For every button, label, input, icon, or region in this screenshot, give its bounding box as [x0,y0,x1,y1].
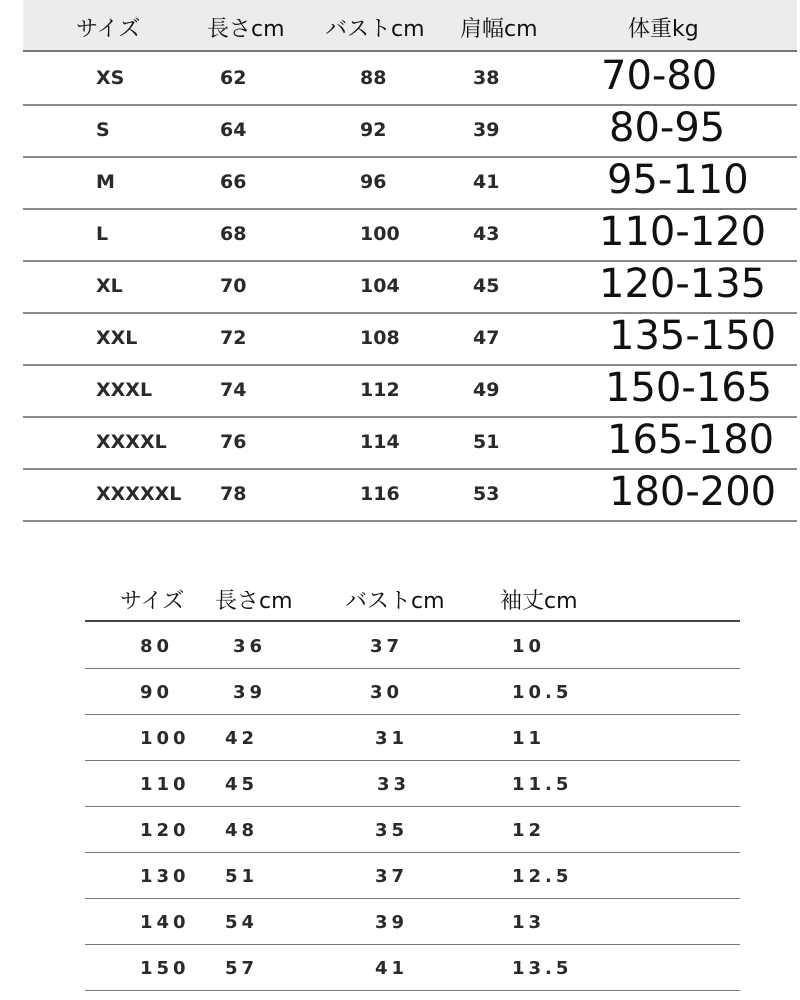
cell-shoulder: 47 [473,327,500,349]
table-row [23,468,797,522]
header-shoulder: 肩幅cm [460,17,538,42]
cell-bust: 41 [375,958,409,979]
header-weight: 体重kg [628,17,699,42]
table-row [85,806,740,853]
table-row [85,622,740,669]
cell-sleeve: 13 [512,912,546,933]
cell-size: 80 [140,636,174,657]
cell-length: 78 [220,483,247,505]
table-row [23,416,797,470]
table-row [23,156,797,210]
header-length: 長さcm [215,589,293,614]
cell-sleeve: 13.5 [512,958,573,979]
cell-shoulder: 43 [473,223,500,245]
table-row [85,714,740,761]
table-row [85,898,740,945]
cell-bust: 114 [360,431,400,453]
table-row [23,364,797,418]
cell-size: S [96,119,110,141]
cell-shoulder: 51 [473,431,500,453]
cell-length: 64 [220,119,247,141]
header-bust: バストcm [345,589,445,614]
cell-bust: 96 [360,171,387,193]
cell-size: XXXL [96,379,153,401]
table-row [85,668,740,715]
header-length: 長さcm [207,17,285,42]
cell-weight: 70-80 [601,53,718,99]
cell-weight: 150-165 [605,365,773,411]
cell-sleeve: 10 [512,636,546,657]
cell-length: 72 [220,327,247,349]
cell-shoulder: 41 [473,171,500,193]
cell-bust: 39 [375,912,409,933]
table-row [23,104,797,158]
cell-sleeve: 11 [512,728,546,749]
cell-size: 100 [140,728,190,749]
cell-bust: 30 [370,682,404,703]
table-row [23,312,797,366]
cell-weight: 165-180 [607,417,775,463]
cell-size: XXL [96,327,138,349]
cell-sleeve: 11.5 [512,774,573,795]
cell-bust: 92 [360,119,387,141]
table-row [85,852,740,899]
cell-bust: 37 [370,636,404,657]
cell-size: 120 [140,820,190,841]
cell-shoulder: 45 [473,275,500,297]
size-table-adult-header [23,0,797,52]
cell-size: XL [96,275,123,297]
cell-weight: 120-135 [599,261,767,307]
cell-length: 68 [220,223,247,245]
cell-sleeve: 12.5 [512,866,573,887]
cell-bust: 104 [360,275,400,297]
cell-size: 90 [140,682,174,703]
cell-length: 66 [220,171,247,193]
cell-length: 39 [233,682,267,703]
cell-size: M [96,171,115,193]
header-bust: バストcm [325,17,425,42]
cell-bust: 88 [360,67,387,89]
header-sleeve: 袖丈cm [500,589,578,614]
cell-sleeve: 12 [512,820,546,841]
cell-weight: 80-95 [609,105,726,151]
cell-shoulder: 53 [473,483,500,505]
cell-bust: 116 [360,483,400,505]
table-row [23,208,797,262]
cell-size: XXXXXL [96,483,182,505]
header-size: サイズ [76,17,141,42]
table-row [23,260,797,314]
cell-size: XS [96,67,125,89]
cell-size: 150 [140,958,190,979]
cell-length: 42 [225,728,259,749]
cell-shoulder: 39 [473,119,500,141]
cell-size: XXXXL [96,431,167,453]
cell-bust: 37 [375,866,409,887]
cell-length: 62 [220,67,247,89]
cell-bust: 35 [375,820,409,841]
cell-length: 45 [225,774,259,795]
cell-weight: 135-150 [609,313,777,359]
cell-size: 130 [140,866,190,887]
cell-length: 70 [220,275,247,297]
header-size: サイズ [120,589,185,614]
cell-length: 57 [225,958,259,979]
cell-bust: 31 [375,728,409,749]
cell-length: 48 [225,820,259,841]
cell-size: L [96,223,109,245]
cell-length: 54 [225,912,259,933]
cell-shoulder: 49 [473,379,500,401]
cell-bust: 100 [360,223,400,245]
cell-sleeve: 10.5 [512,682,573,703]
cell-size: 140 [140,912,190,933]
cell-bust: 33 [377,774,411,795]
cell-bust: 108 [360,327,400,349]
cell-weight: 95-110 [607,157,749,203]
cell-size: 110 [140,774,190,795]
cell-weight: 180-200 [609,469,777,515]
table-row [85,944,740,991]
table-row [23,52,797,106]
cell-bust: 112 [360,379,400,401]
table-row [85,760,740,807]
cell-length: 36 [233,636,267,657]
cell-length: 76 [220,431,247,453]
cell-length: 74 [220,379,247,401]
cell-weight: 110-120 [599,209,767,255]
cell-shoulder: 38 [473,67,500,89]
cell-length: 51 [225,866,259,887]
